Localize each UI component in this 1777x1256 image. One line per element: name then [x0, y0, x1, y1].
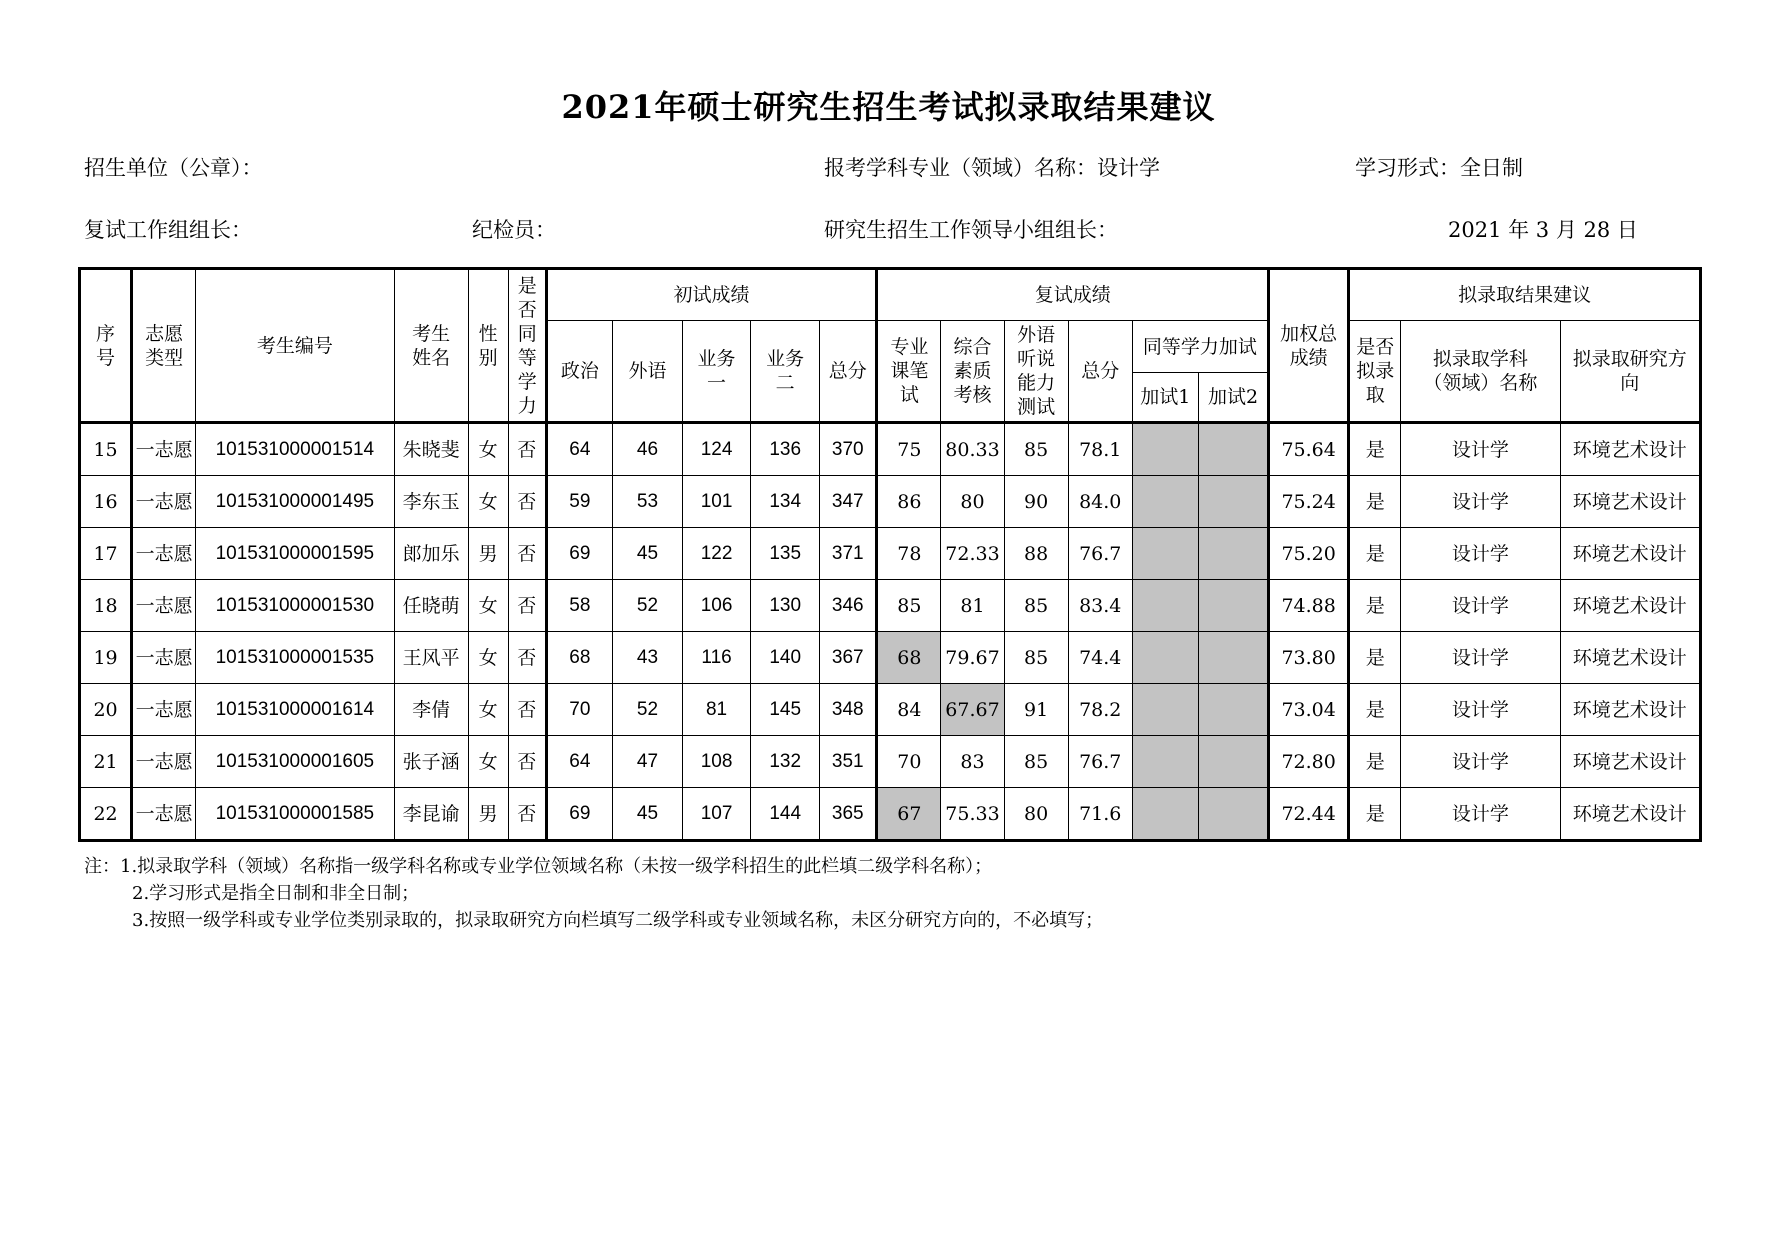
cell-admit: 是	[1349, 684, 1401, 736]
cell-comp: 81	[941, 580, 1004, 632]
cell-direction: 环境艺术设计	[1560, 528, 1700, 580]
cell-direction: 环境艺术设计	[1560, 736, 1700, 788]
cell-equiv: 否	[508, 684, 546, 736]
cell-ptotal: 347	[820, 476, 877, 528]
cell-seq: 17	[80, 528, 132, 580]
cell-extra1	[1132, 684, 1198, 736]
col-candidate-id: 考生编号	[196, 269, 394, 423]
cell-gender: 女	[468, 736, 508, 788]
cell-gender: 女	[468, 580, 508, 632]
cell-name: 李倩	[394, 684, 468, 736]
cell-s1: 122	[683, 528, 751, 580]
cell-seq: 22	[80, 788, 132, 841]
cell-ptotal: 365	[820, 788, 877, 841]
cell-s1: 116	[683, 632, 751, 684]
cell-direction: 环境艺术设计	[1560, 580, 1700, 632]
cell-major: 设计学	[1401, 528, 1560, 580]
cell-seq: 19	[80, 632, 132, 684]
col-extra1: 加试1	[1132, 373, 1198, 423]
cell-listen: 88	[1004, 528, 1068, 580]
cell-choice: 一志愿	[132, 788, 196, 841]
cell-extra2	[1198, 423, 1268, 476]
cell-s2: 135	[751, 528, 820, 580]
table-row	[80, 788, 1701, 841]
cell-weighted: 75.24	[1269, 476, 1349, 528]
col-weighted-total: 加权总成绩	[1269, 269, 1349, 423]
cell-equiv: 否	[508, 632, 546, 684]
cell-id: 101531000001605	[196, 736, 394, 788]
cell-choice: 一志愿	[132, 528, 196, 580]
table-row	[80, 528, 1701, 580]
cell-rtotal: 78.2	[1068, 684, 1132, 736]
cell-s2: 136	[751, 423, 820, 476]
col-listening-speaking: 外语听说能力测试	[1004, 321, 1068, 423]
cell-lang: 52	[612, 580, 682, 632]
cell-extra2	[1198, 580, 1268, 632]
cell-s2: 134	[751, 476, 820, 528]
cell-gender: 男	[468, 528, 508, 580]
date-label: 2021 年 3 月 28 日	[1448, 218, 1638, 242]
cell-equiv: 否	[508, 580, 546, 632]
col-admit-direction: 拟录取研究方向	[1560, 321, 1700, 423]
cell-extra1	[1132, 476, 1198, 528]
cell-name: 李昆谕	[394, 788, 468, 841]
cell-written: 75	[877, 423, 941, 476]
table-row	[80, 580, 1701, 632]
cell-seq: 20	[80, 684, 132, 736]
cell-lang: 47	[612, 736, 682, 788]
group-leader-label: 复试工作组组长：	[84, 218, 252, 242]
note-1: 注：1.拟录取学科（领域）名称指一级学科名称或专业学位领域名称（未按一级学科招生的此栏填二级学科名称）；	[84, 856, 993, 877]
cell-lang: 53	[612, 476, 682, 528]
cell-name: 李东玉	[394, 476, 468, 528]
cell-politics: 69	[546, 788, 612, 841]
cell-admit: 是	[1349, 632, 1401, 684]
cell-ptotal: 348	[820, 684, 877, 736]
cell-admit: 是	[1349, 788, 1401, 841]
cell-major: 设计学	[1401, 632, 1560, 684]
cell-choice: 一志愿	[132, 423, 196, 476]
cell-extra1	[1132, 632, 1198, 684]
col-name: 考生姓名	[394, 269, 468, 423]
cell-name: 郎加乐	[394, 528, 468, 580]
unit-label: 招生单位（公章）：	[84, 156, 263, 180]
cell-seq: 21	[80, 736, 132, 788]
cell-gender: 女	[468, 684, 508, 736]
cell-major: 设计学	[1401, 580, 1560, 632]
col-equivalent: 是否同等学力	[508, 269, 546, 423]
cell-direction: 环境艺术设计	[1560, 423, 1700, 476]
cell-ptotal: 351	[820, 736, 877, 788]
cell-id: 101531000001530	[196, 580, 394, 632]
cell-weighted: 72.44	[1269, 788, 1349, 841]
col-subject2: 业务二	[751, 321, 820, 423]
cell-id: 101531000001614	[196, 684, 394, 736]
cell-admit: 是	[1349, 580, 1401, 632]
col-comprehensive: 综合素质考核	[941, 321, 1004, 423]
cell-lang: 45	[612, 528, 682, 580]
cell-ptotal: 367	[820, 632, 877, 684]
cell-rtotal: 71.6	[1068, 788, 1132, 841]
cell-gender: 女	[468, 476, 508, 528]
cell-politics: 64	[546, 423, 612, 476]
cell-listen: 85	[1004, 736, 1068, 788]
table-row	[80, 632, 1701, 684]
cell-extra1	[1132, 736, 1198, 788]
cell-direction: 环境艺术设计	[1560, 632, 1700, 684]
page-title: 2021年硕士研究生招生考试拟录取结果建议	[561, 88, 1216, 126]
cell-id: 101531000001585	[196, 788, 394, 841]
cell-ptotal: 371	[820, 528, 877, 580]
cell-s2: 145	[751, 684, 820, 736]
cell-extra2	[1198, 684, 1268, 736]
cell-extra1	[1132, 423, 1198, 476]
cell-comp: 80.33	[941, 423, 1004, 476]
cell-written: 67	[877, 788, 941, 841]
cell-listen: 85	[1004, 632, 1068, 684]
cell-listen: 85	[1004, 580, 1068, 632]
cell-weighted: 73.04	[1269, 684, 1349, 736]
cell-major: 设计学	[1401, 788, 1560, 841]
cell-comp: 79.67	[941, 632, 1004, 684]
cell-s1: 81	[683, 684, 751, 736]
col-retest-total: 总分	[1068, 321, 1132, 423]
cell-extra1	[1132, 580, 1198, 632]
leading-group-label: 研究生招生工作领导小组组长：	[824, 218, 1118, 242]
cell-name: 张子涵	[394, 736, 468, 788]
cell-s1: 107	[683, 788, 751, 841]
cell-listen: 91	[1004, 684, 1068, 736]
table-row	[80, 476, 1701, 528]
cell-extra2	[1198, 788, 1268, 841]
cell-listen: 85	[1004, 423, 1068, 476]
cell-gender: 女	[468, 423, 508, 476]
cell-lang: 52	[612, 684, 682, 736]
note-3: 3.按照一级学科或专业学位类别录取的，拟录取研究方向栏填写二级学科或专业领域名称，未区分研究方向的，不必填写；	[132, 910, 1104, 931]
cell-written: 84	[877, 684, 941, 736]
cell-choice: 一志愿	[132, 632, 196, 684]
cell-extra2	[1198, 476, 1268, 528]
cell-s1: 108	[683, 736, 751, 788]
cell-s2: 140	[751, 632, 820, 684]
cell-extra2	[1198, 528, 1268, 580]
cell-rtotal: 78.1	[1068, 423, 1132, 476]
cell-comp: 67.67	[941, 684, 1004, 736]
cell-listen: 80	[1004, 788, 1068, 841]
cell-extra1	[1132, 788, 1198, 841]
cell-direction: 环境艺术设计	[1560, 476, 1700, 528]
cell-equiv: 否	[508, 788, 546, 841]
group-retest: 复试成绩	[877, 269, 1269, 321]
cell-gender: 男	[468, 788, 508, 841]
cell-weighted: 75.20	[1269, 528, 1349, 580]
cell-s1: 101	[683, 476, 751, 528]
cell-written: 85	[877, 580, 941, 632]
cell-admit: 是	[1349, 736, 1401, 788]
cell-comp: 75.33	[941, 788, 1004, 841]
col-major-written: 专业课笔试	[877, 321, 941, 423]
group-preliminary: 初试成绩	[546, 269, 877, 321]
cell-listen: 90	[1004, 476, 1068, 528]
col-choice-type: 志愿类型	[132, 269, 196, 423]
cell-choice: 一志愿	[132, 476, 196, 528]
col-admit: 是否拟录取	[1349, 321, 1401, 423]
cell-weighted: 73.80	[1269, 632, 1349, 684]
col-extra2: 加试2	[1198, 373, 1268, 423]
cell-major: 设计学	[1401, 476, 1560, 528]
cell-comp: 80	[941, 476, 1004, 528]
cell-id: 101531000001495	[196, 476, 394, 528]
cell-name: 王风平	[394, 632, 468, 684]
col-foreign-lang: 外语	[612, 321, 682, 423]
cell-seq: 16	[80, 476, 132, 528]
cell-id: 101531000001514	[196, 423, 394, 476]
cell-major: 设计学	[1401, 684, 1560, 736]
cell-weighted: 75.64	[1269, 423, 1349, 476]
cell-written: 86	[877, 476, 941, 528]
cell-written: 78	[877, 528, 941, 580]
cell-id: 101531000001595	[196, 528, 394, 580]
cell-ptotal: 346	[820, 580, 877, 632]
table-row	[80, 684, 1701, 736]
note-2: 2.学习形式是指全日制和非全日制；	[132, 883, 420, 904]
cell-equiv: 否	[508, 423, 546, 476]
cell-rtotal: 76.7	[1068, 528, 1132, 580]
cell-ptotal: 370	[820, 423, 877, 476]
cell-major: 设计学	[1401, 423, 1560, 476]
col-prelim-total: 总分	[820, 321, 877, 423]
cell-choice: 一志愿	[132, 684, 196, 736]
cell-politics: 69	[546, 528, 612, 580]
cell-politics: 59	[546, 476, 612, 528]
cell-rtotal: 83.4	[1068, 580, 1132, 632]
group-equiv-extra: 同等学力加试	[1132, 321, 1268, 373]
cell-lang: 46	[612, 423, 682, 476]
cell-major: 设计学	[1401, 736, 1560, 788]
cell-rtotal: 76.7	[1068, 736, 1132, 788]
cell-written: 68	[877, 632, 941, 684]
group-admission: 拟录取结果建议	[1349, 269, 1701, 321]
cell-extra1	[1132, 528, 1198, 580]
cell-s2: 130	[751, 580, 820, 632]
cell-equiv: 否	[508, 736, 546, 788]
cell-choice: 一志愿	[132, 580, 196, 632]
cell-weighted: 74.88	[1269, 580, 1349, 632]
cell-s2: 132	[751, 736, 820, 788]
cell-extra2	[1198, 632, 1268, 684]
cell-comp: 83	[941, 736, 1004, 788]
cell-admit: 是	[1349, 476, 1401, 528]
cell-choice: 一志愿	[132, 736, 196, 788]
cell-extra2	[1198, 736, 1268, 788]
cell-weighted: 72.80	[1269, 736, 1349, 788]
cell-equiv: 否	[508, 528, 546, 580]
cell-name: 任晓萌	[394, 580, 468, 632]
cell-s1: 124	[683, 423, 751, 476]
cell-equiv: 否	[508, 476, 546, 528]
cell-politics: 70	[546, 684, 612, 736]
col-seq: 序号	[80, 269, 132, 423]
notes	[84, 853, 1103, 934]
cell-lang: 45	[612, 788, 682, 841]
cell-written: 70	[877, 736, 941, 788]
cell-comp: 72.33	[941, 528, 1004, 580]
cell-rtotal: 74.4	[1068, 632, 1132, 684]
cell-admit: 是	[1349, 528, 1401, 580]
cell-s1: 106	[683, 580, 751, 632]
cell-politics: 64	[546, 736, 612, 788]
major-label: 报考学科专业（领域）名称：设计学	[824, 156, 1160, 180]
admission-table	[78, 267, 1702, 842]
cell-gender: 女	[468, 632, 508, 684]
table-row	[80, 736, 1701, 788]
col-admit-major: 拟录取学科（领域）名称	[1401, 321, 1560, 423]
cell-direction: 环境艺术设计	[1560, 684, 1700, 736]
cell-seq: 18	[80, 580, 132, 632]
col-gender: 性别	[468, 269, 508, 423]
cell-s2: 144	[751, 788, 820, 841]
cell-lang: 43	[612, 632, 682, 684]
cell-politics: 58	[546, 580, 612, 632]
cell-id: 101531000001535	[196, 632, 394, 684]
cell-politics: 68	[546, 632, 612, 684]
col-politics: 政治	[546, 321, 612, 423]
table-row	[80, 423, 1701, 476]
inspector-label: 纪检员：	[472, 218, 556, 242]
cell-admit: 是	[1349, 423, 1401, 476]
col-subject1: 业务一	[683, 321, 751, 423]
cell-name: 朱晓斐	[394, 423, 468, 476]
cell-direction: 环境艺术设计	[1560, 788, 1700, 841]
cell-seq: 15	[80, 423, 132, 476]
study-form-label: 学习形式：全日制	[1355, 156, 1523, 180]
cell-rtotal: 84.0	[1068, 476, 1132, 528]
